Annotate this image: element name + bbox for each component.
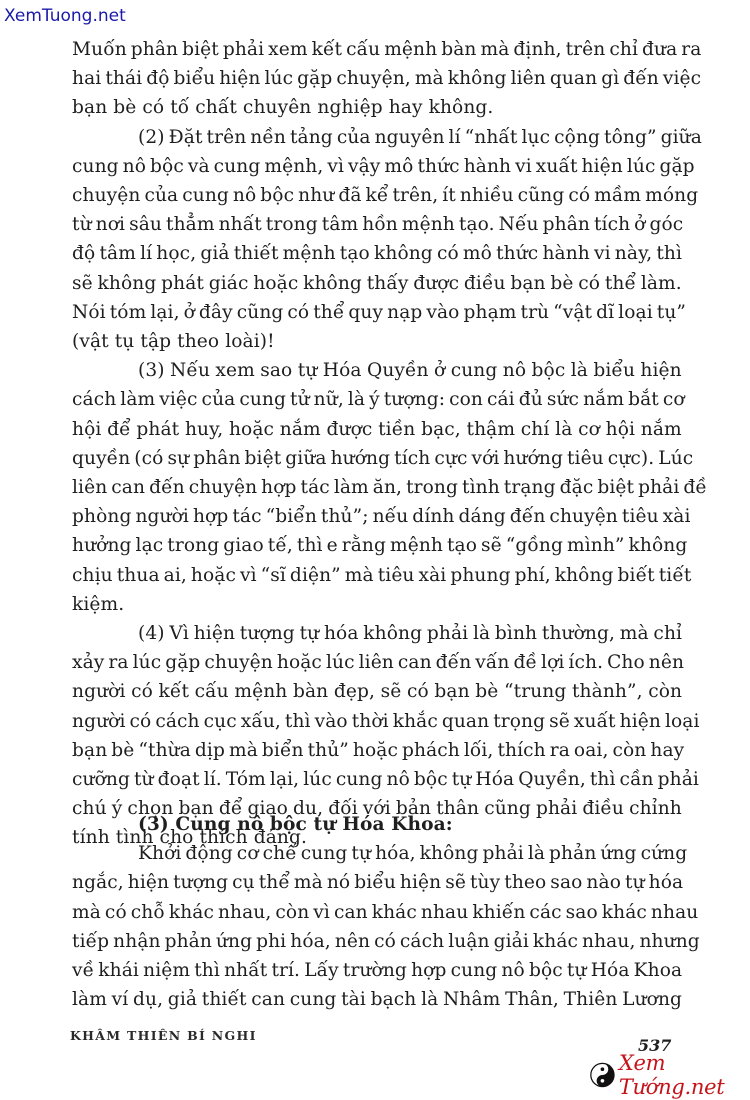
watermark-top: XemTuong.net <box>4 6 126 26</box>
site-logo <box>590 1051 750 1099</box>
body-text <box>72 35 707 853</box>
text-line: độ tâm lí học, giả thiết mệnh tạo không có mô thức hành vi này, thì <box>72 243 683 265</box>
text-line: Muốn phân biệt phải xem kết cấu mệnh bàn mà định, trên chỉ đưa ra <box>72 39 702 60</box>
text-line: tiếp nhận phản ứng phi hóa, nên có cách luận giải khác nhau, nhưng <box>72 930 700 952</box>
yin-yang-icon <box>590 1060 615 1090</box>
text-line: Nói tóm lại, ở đây cũng có thể quy nạp vào phạm trù “vật dĩ loại tụ” <box>72 301 687 323</box>
text-line: xảy ra lúc gặp chuyện hoặc lúc liên can đến vấn đề lợi ích. Cho nên <box>72 652 685 674</box>
page-number: 537 <box>638 1036 672 1055</box>
text-line: về khái niệm thì nhất trí. Lấy trường hợp cung nô bộc tự Hóa Khoa <box>72 960 683 982</box>
text-line: chịu thua ai, hoặc vì “sĩ diện” mà tiêu xài phung phí, không biết tiết <box>72 564 692 586</box>
text-line: người có kết cấu mệnh bàn đẹp, sẽ có bạn bè “trung thành”, còn <box>72 681 683 703</box>
section-3 <box>72 810 700 1014</box>
text-line: hai thái độ biểu hiện lúc gặp chuyện, mà không liên quan gì đến việc <box>72 68 702 90</box>
text-line: mà có chỗ khác nhau, còn vì can khác nhau khiến các sao khác nhau <box>72 901 699 923</box>
text-line: hội để phát huy, hoặc nắm được tiền bạc, thậm chí là cơ hội nắm <box>72 418 682 440</box>
text-line: cưỡng từ đoạt lí. Tóm lại, lúc cung nô bộc tự Hóa Quyền, thì cần phải <box>72 769 699 791</box>
text-line: từ nơi sâu thẳm nhất trong tâm hồn mệnh tạo. Nếu phân tích ở góc <box>72 214 684 236</box>
text-line: liên can đến chuyện hợp tác làm ăn, trong tình trạng đặc biệt phải đề <box>72 477 707 499</box>
text-line: hưởng lạc trong giao tế, thì e rằng mệnh tạo sẽ “gồng mình” không <box>72 535 688 557</box>
text-line: người có cách cục xấu, thì vào thời khắc quan trọng sẽ xuất hiện loại <box>72 710 700 732</box>
text-line: sẽ không phát giác hoặc không thấy được điều bạn bè có thể làm. <box>72 272 682 294</box>
text-line: cách làm việc của cung tử nữ, là ý tượng: con cái đủ sức nắm bắt cơ <box>72 389 685 411</box>
text-line: quyền (có sự phân biệt giữa hướng tích cực với hướng tiêu cực). Lúc <box>72 447 694 469</box>
logo-text: Xem Tướng.net <box>618 1051 725 1099</box>
text-line: ngắc, hiện tượng cụ thể mà nó biểu hiện sẽ tùy theo sao nào tự hóa <box>72 872 684 894</box>
text-line: bạn bè có tố chất chuyên nghiệp hay không. <box>72 97 494 119</box>
text-line: làm ví dụ, giả thiết can cung tài bạch là Nhâm Thân, Thiên Lương <box>72 989 683 1011</box>
text-line: kiệm. <box>72 593 125 615</box>
section-body <box>72 839 700 1014</box>
text-line: chuyện của cung nô bộc như đã kể trên, ít nhiều cũng có mầm móng <box>72 185 699 207</box>
text-line: (2) Đặt trên nền tảng của nguyên lí “nhất lục cộng tông” giữa <box>138 126 702 148</box>
text-line: (vật tụ tập theo loài)! <box>72 331 275 353</box>
section-heading: (3) Cung nô bộc tự Hóa Khoa: <box>138 814 453 835</box>
text-line: (3) Nếu xem sao tự Hóa Quyền ở cung nô bộc là biểu hiện <box>138 360 682 382</box>
text-line: phòng người hợp tác “biển thủ”; nếu dính dáng đến chuyện tiêu xài <box>72 506 691 528</box>
text-line: cung nô bộc và cung mệnh, vì vậy mô thức hành vi xuất hiện lúc gặp <box>72 155 695 177</box>
text-line: (4) Vì hiện tượng tự hóa không phải là bình thường, mà chỉ <box>138 623 683 645</box>
text-line: chú ý chọn bạn để giao du, đối với bản thân cũng phải điều chỉnh <box>72 798 682 820</box>
text-line: Khởi động cơ chế cung tự hóa, không phải là phản ứng cứng <box>138 843 688 865</box>
footer-book-title: KHÂM THIÊN BÍ NGHI <box>70 1028 257 1043</box>
text-line: bạn bè “thừa dịp mà biển thủ” hoặc phách lối, thích ra oai, còn hay <box>72 739 685 761</box>
text-line: tính tình cho thích đáng. <box>72 827 308 849</box>
